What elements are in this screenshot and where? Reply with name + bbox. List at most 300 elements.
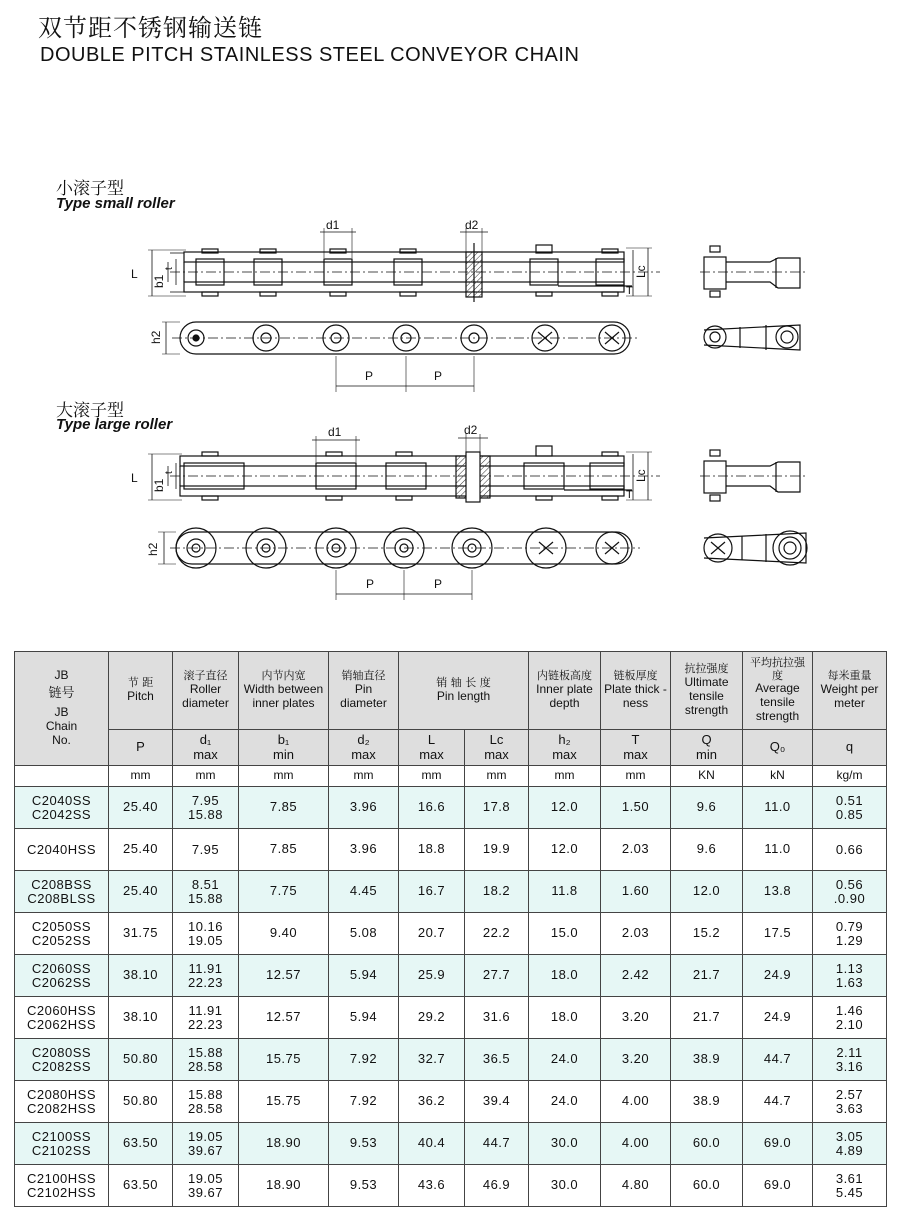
table-row bbox=[15, 913, 887, 955]
cell-d1 bbox=[173, 829, 239, 871]
cell-Q: 60.0 bbox=[671, 1165, 743, 1207]
label-Lc: Lc bbox=[634, 265, 648, 278]
cell-chain-line: C2082SS bbox=[31, 1058, 92, 1074]
header-row-symbols bbox=[15, 730, 887, 766]
cell-q-line: 3.05 bbox=[835, 1128, 864, 1144]
cell-q bbox=[813, 955, 887, 997]
cell-d2: 9.53 bbox=[329, 1165, 399, 1207]
sym-cell bbox=[465, 730, 529, 766]
cell-d1-line: 15.88 bbox=[187, 1086, 224, 1102]
label-P-2: P bbox=[434, 369, 443, 383]
table-row bbox=[15, 997, 887, 1039]
cell-d1-line: 15.88 bbox=[187, 1044, 224, 1060]
sym-cell bbox=[529, 730, 601, 766]
col-b1-header bbox=[239, 652, 329, 730]
cell-h2: 30.0 bbox=[529, 1165, 601, 1207]
cell-h2: 12.0 bbox=[529, 787, 601, 829]
header-row-names bbox=[15, 652, 887, 730]
cell-h2: 12.0 bbox=[529, 829, 601, 871]
header-row-units bbox=[15, 766, 887, 787]
unit-cell: KN bbox=[671, 766, 743, 787]
cell-T: 4.80 bbox=[601, 1165, 671, 1207]
label-T: T bbox=[626, 285, 633, 297]
cell-d1-line: 11.91 bbox=[188, 960, 223, 976]
label-d2-large: d2 bbox=[464, 423, 478, 437]
cell-chain-line: C208BLSS bbox=[27, 890, 96, 906]
cell-Q0: 44.7 bbox=[743, 1039, 813, 1081]
col-en: Weight per meter bbox=[820, 682, 879, 710]
cell-d1-line: 15.88 bbox=[187, 890, 224, 906]
table-row bbox=[15, 787, 887, 829]
cell-b1: 7.85 bbox=[239, 787, 329, 829]
chain-no-no: No. bbox=[52, 732, 71, 747]
cell-Q: 21.7 bbox=[671, 997, 743, 1039]
cell-q-line: 3.61 bbox=[835, 1170, 864, 1186]
cell-chain-line: C2080HSS bbox=[26, 1086, 97, 1102]
sym-sub: min bbox=[696, 746, 717, 762]
cell-L: 40.4 bbox=[399, 1123, 465, 1165]
cell-pitch: 25.40 bbox=[109, 787, 173, 829]
page-title-cn: 双节距不锈钢输送链 bbox=[38, 14, 263, 42]
cell-q bbox=[813, 997, 887, 1039]
cell-Q0: 11.0 bbox=[743, 787, 813, 829]
sym: L bbox=[427, 731, 436, 747]
cell-h2: 11.8 bbox=[529, 871, 601, 913]
col-pitch-header bbox=[109, 652, 173, 730]
cell-chain-line: C2082HSS bbox=[26, 1100, 97, 1116]
cell-L: 43.6 bbox=[399, 1165, 465, 1207]
cell-Q0: 44.7 bbox=[743, 1081, 813, 1123]
cell-q-line: 2.57 bbox=[835, 1086, 864, 1102]
cell-q-line: 1.46 bbox=[835, 1002, 864, 1018]
cell-Q0: 69.0 bbox=[743, 1165, 813, 1207]
cell-q bbox=[813, 1123, 887, 1165]
cell-chain-line: C2102HSS bbox=[26, 1184, 97, 1200]
cell-Lc: 27.7 bbox=[465, 955, 529, 997]
small-roller-title-en: Type small roller bbox=[56, 195, 175, 212]
label-P-1: P bbox=[365, 369, 374, 383]
cell-h2: 15.0 bbox=[529, 913, 601, 955]
cell-pitch: 25.40 bbox=[109, 871, 173, 913]
cell-Q: 38.9 bbox=[671, 1081, 743, 1123]
col-en: Plate thick -ness bbox=[604, 682, 667, 710]
cell-q-line: 1.29 bbox=[835, 932, 864, 948]
cell-d1 bbox=[173, 1039, 239, 1081]
table-row bbox=[15, 1123, 887, 1165]
cell-q-line: 0.56 bbox=[835, 876, 864, 892]
cell-h2: 18.0 bbox=[529, 955, 601, 997]
cell-L: 16.6 bbox=[399, 787, 465, 829]
cell-d1 bbox=[173, 913, 239, 955]
cell-q-line: 3.63 bbox=[835, 1100, 864, 1116]
cell-d1 bbox=[173, 1081, 239, 1123]
col-cn: 内节内宽 bbox=[261, 669, 306, 683]
sym: P bbox=[136, 739, 145, 755]
sym: Q₀ bbox=[769, 739, 786, 755]
cell-d1-line: 28.58 bbox=[187, 1100, 224, 1116]
cell-b1: 7.85 bbox=[239, 829, 329, 871]
cell-L: 20.7 bbox=[399, 913, 465, 955]
cell-q bbox=[813, 1165, 887, 1207]
col-cn: 销轴直径 bbox=[341, 669, 386, 683]
cell-chain-line: C2100HSS bbox=[26, 1170, 97, 1186]
cell-pitch: 31.75 bbox=[109, 913, 173, 955]
sym-cell bbox=[173, 730, 239, 766]
cell-chain-line: C208BSS bbox=[31, 876, 92, 892]
sym-sub: max bbox=[484, 746, 509, 762]
cell-chain-line: C2100SS bbox=[31, 1128, 92, 1144]
table-row bbox=[15, 829, 887, 871]
cell-Q0: 69.0 bbox=[743, 1123, 813, 1165]
cell-h2: 30.0 bbox=[529, 1123, 601, 1165]
cell-L: 32.7 bbox=[399, 1039, 465, 1081]
chain-no-header bbox=[15, 652, 109, 766]
cell-d1-line: 15.88 bbox=[187, 806, 224, 822]
col-pin-length-header bbox=[399, 652, 529, 730]
small-roller-top-view bbox=[148, 228, 660, 302]
sym: h₂ bbox=[558, 731, 571, 747]
cell-q-line: 2.10 bbox=[835, 1016, 864, 1032]
cell-h2: 18.0 bbox=[529, 997, 601, 1039]
cell-q-line: 0.51 bbox=[835, 792, 864, 808]
label-t-large: t bbox=[164, 471, 175, 474]
cell-Q: 21.7 bbox=[671, 955, 743, 997]
cell-pitch: 50.80 bbox=[109, 1081, 173, 1123]
cell-Lc: 44.7 bbox=[465, 1123, 529, 1165]
cell-chain-line: C2102SS bbox=[31, 1142, 92, 1158]
cell-T: 3.20 bbox=[601, 997, 671, 1039]
sym: q bbox=[845, 739, 854, 755]
cell-d2: 7.92 bbox=[329, 1081, 399, 1123]
large-roller-title-cn: 大滚子型 bbox=[56, 401, 124, 421]
col-en: Width between inner plates bbox=[243, 682, 324, 710]
large-roller-end-view bbox=[700, 450, 807, 565]
label-t: t bbox=[164, 267, 175, 270]
cell-d1 bbox=[173, 997, 239, 1039]
label-d1: d1 bbox=[326, 218, 340, 232]
cell-Lc: 36.5 bbox=[465, 1039, 529, 1081]
col-cn: 内链板高度 bbox=[537, 669, 592, 683]
label-P-large-2: P bbox=[434, 577, 443, 591]
cell-d1-line: 10.16 bbox=[187, 918, 224, 934]
label-h2-large: h2 bbox=[146, 542, 160, 556]
cell-Q: 12.0 bbox=[671, 871, 743, 913]
col-cn: 平均抗拉强度 bbox=[750, 656, 805, 682]
cell-b1: 12.57 bbox=[239, 997, 329, 1039]
cell-T: 4.00 bbox=[601, 1081, 671, 1123]
cell-chain-line: C2062SS bbox=[31, 974, 92, 990]
cell-pitch: 63.50 bbox=[109, 1123, 173, 1165]
cell-d1 bbox=[173, 1123, 239, 1165]
chain-no-chain: Chain bbox=[45, 718, 78, 733]
cell-q-line: 3.16 bbox=[835, 1058, 864, 1074]
cell-d2: 9.53 bbox=[329, 1123, 399, 1165]
col-t-header bbox=[601, 652, 671, 730]
cell-b1: 18.90 bbox=[239, 1123, 329, 1165]
table-row bbox=[15, 955, 887, 997]
cell-b1: 15.75 bbox=[239, 1039, 329, 1081]
cell-T: 1.50 bbox=[601, 787, 671, 829]
cell-T: 3.20 bbox=[601, 1039, 671, 1081]
col-cn: 每米重量 bbox=[827, 669, 872, 683]
col-cn: 链板厚度 bbox=[613, 669, 658, 683]
cell-Q: 15.2 bbox=[671, 913, 743, 955]
cell-h2: 24.0 bbox=[529, 1081, 601, 1123]
cell-chain-line: C2060HSS bbox=[26, 1002, 97, 1018]
sym: Lc bbox=[489, 731, 504, 747]
cell-Q: 9.6 bbox=[671, 829, 743, 871]
unit-cell: mm bbox=[173, 766, 239, 787]
col-d1-header bbox=[173, 652, 239, 730]
cell-chain-line: C2052SS bbox=[31, 932, 92, 948]
cell-q-line: 2.11 bbox=[836, 1044, 863, 1060]
label-Lc-large: Lc bbox=[634, 469, 648, 482]
chain-no-jb2: JB bbox=[54, 705, 69, 720]
sym: b₁ bbox=[277, 731, 290, 747]
cell-chain-line: C2050SS bbox=[31, 918, 92, 934]
cell-d1-line: 28.58 bbox=[187, 1058, 224, 1074]
cell-d2: 7.92 bbox=[329, 1039, 399, 1081]
col-en: Average tensile strength bbox=[755, 681, 800, 724]
cell-L: 29.2 bbox=[399, 997, 465, 1039]
cell-d1 bbox=[173, 955, 239, 997]
cell-chain bbox=[15, 787, 109, 829]
cell-q-line: 1.63 bbox=[835, 974, 864, 990]
col-en: Roller diameter bbox=[182, 682, 229, 710]
label-h2: h2 bbox=[149, 330, 163, 344]
cell-h2: 24.0 bbox=[529, 1039, 601, 1081]
cell-d1 bbox=[173, 787, 239, 829]
sym-sub: max bbox=[351, 746, 376, 762]
cell-d1-line: 11.91 bbox=[188, 1002, 223, 1018]
cell-chain-line: C2040HSS bbox=[26, 841, 97, 857]
cell-pitch: 38.10 bbox=[109, 997, 173, 1039]
cell-Lc: 19.9 bbox=[465, 829, 529, 871]
page-title-en: DOUBLE PITCH STAINLESS STEEL CONVEYOR CHAIN bbox=[40, 44, 580, 66]
cell-b1: 12.57 bbox=[239, 955, 329, 997]
cell-Lc: 31.6 bbox=[465, 997, 529, 1039]
cell-T: 2.03 bbox=[601, 913, 671, 955]
col-cn: 节 距 bbox=[127, 676, 154, 690]
col-weight-header bbox=[813, 652, 887, 730]
cell-d2: 5.94 bbox=[329, 955, 399, 997]
cell-chain bbox=[15, 913, 109, 955]
cell-q-line: 1.13 bbox=[835, 960, 864, 976]
cell-chain bbox=[15, 1081, 109, 1123]
label-L-large: L bbox=[131, 471, 138, 485]
cell-L: 18.8 bbox=[399, 829, 465, 871]
label-T-large: T bbox=[626, 489, 633, 501]
cell-Lc: 39.4 bbox=[465, 1081, 529, 1123]
spec-table-body bbox=[15, 787, 887, 1207]
cell-q-line: 0.79 bbox=[835, 918, 864, 934]
col-en: Pin diameter bbox=[340, 682, 387, 710]
sym-cell bbox=[743, 730, 813, 766]
small-roller-title-cn: 小滚子型 bbox=[56, 179, 124, 199]
sym: d₁ bbox=[199, 731, 212, 747]
cell-T: 2.42 bbox=[601, 955, 671, 997]
cell-d1-line: 39.67 bbox=[187, 1184, 224, 1200]
sym-sub: max bbox=[193, 746, 218, 762]
col-en: Inner plate depth bbox=[536, 682, 593, 710]
sym-cell bbox=[399, 730, 465, 766]
cell-b1: 7.75 bbox=[239, 871, 329, 913]
unit-cell: mm bbox=[601, 766, 671, 787]
cell-d1-line: 19.05 bbox=[187, 1170, 224, 1186]
large-roller-title-en: Type large roller bbox=[56, 416, 173, 433]
unit-cell bbox=[15, 766, 109, 787]
cell-b1: 18.90 bbox=[239, 1165, 329, 1207]
sym-cell bbox=[329, 730, 399, 766]
cell-q-line: .0.90 bbox=[833, 890, 866, 906]
cell-d1-line: 39.67 bbox=[187, 1142, 224, 1158]
label-d1-large: d1 bbox=[328, 425, 342, 439]
cell-chain bbox=[15, 955, 109, 997]
cell-q-line: 5.45 bbox=[835, 1184, 864, 1200]
cell-Lc: 17.8 bbox=[465, 787, 529, 829]
sym-cell bbox=[109, 730, 173, 766]
cell-chain bbox=[15, 1165, 109, 1207]
cell-chain bbox=[15, 997, 109, 1039]
cell-d1 bbox=[173, 871, 239, 913]
cell-d2: 5.94 bbox=[329, 997, 399, 1039]
col-q0-header bbox=[743, 652, 813, 730]
cell-q bbox=[813, 913, 887, 955]
cell-Q: 60.0 bbox=[671, 1123, 743, 1165]
spec-table bbox=[14, 651, 887, 1207]
cell-L: 25.9 bbox=[399, 955, 465, 997]
cell-q bbox=[813, 829, 887, 871]
cell-pitch: 63.50 bbox=[109, 1165, 173, 1207]
cell-pitch: 25.40 bbox=[109, 829, 173, 871]
sym-cell bbox=[601, 730, 671, 766]
cell-Q0: 24.9 bbox=[743, 955, 813, 997]
col-en: Pin length bbox=[436, 688, 491, 703]
sym-sub: max bbox=[419, 746, 444, 762]
cell-d1-line: 22.23 bbox=[187, 1016, 224, 1032]
cell-Q0: 11.0 bbox=[743, 829, 813, 871]
cell-q-line: 4.89 bbox=[835, 1142, 864, 1158]
cell-q bbox=[813, 787, 887, 829]
cell-chain-line: C2040SS bbox=[31, 792, 92, 808]
chain-no-cn: 链号 bbox=[48, 686, 75, 702]
cell-T: 4.00 bbox=[601, 1123, 671, 1165]
cell-chain-line: C2062HSS bbox=[26, 1016, 97, 1032]
col-cn: 销 轴 长 度 bbox=[436, 676, 491, 690]
col-en: Ultimate tensile strength bbox=[684, 675, 729, 717]
unit-cell: kN bbox=[743, 766, 813, 787]
cell-d1-line: 7.95 bbox=[191, 792, 220, 808]
cell-d2: 3.96 bbox=[329, 829, 399, 871]
table-row bbox=[15, 1081, 887, 1123]
table-row bbox=[15, 1165, 887, 1207]
cell-L: 16.7 bbox=[399, 871, 465, 913]
cell-Lc: 22.2 bbox=[465, 913, 529, 955]
cell-Lc: 18.2 bbox=[465, 871, 529, 913]
table-row bbox=[15, 871, 887, 913]
sym-sub: max bbox=[552, 746, 577, 762]
cell-Q: 9.6 bbox=[671, 787, 743, 829]
label-P-large-1: P bbox=[366, 577, 375, 591]
unit-cell: mm bbox=[329, 766, 399, 787]
col-en: Pitch bbox=[127, 688, 154, 703]
col-d2-header bbox=[329, 652, 399, 730]
cell-q bbox=[813, 871, 887, 913]
cell-q-line: 0.85 bbox=[835, 806, 864, 822]
unit-cell: mm bbox=[465, 766, 529, 787]
cell-T: 1.60 bbox=[601, 871, 671, 913]
cell-b1: 15.75 bbox=[239, 1081, 329, 1123]
cell-d1 bbox=[173, 1165, 239, 1207]
large-roller-side-view bbox=[158, 528, 640, 600]
unit-cell: mm bbox=[109, 766, 173, 787]
sym-sub: max bbox=[623, 746, 648, 762]
cell-Q0: 13.8 bbox=[743, 871, 813, 913]
small-roller-side-view bbox=[162, 322, 640, 392]
cell-q bbox=[813, 1039, 887, 1081]
cell-d1-line: 19.05 bbox=[187, 932, 224, 948]
cell-chain bbox=[15, 871, 109, 913]
sym-sub: min bbox=[273, 746, 294, 762]
cell-chain-line: C2060SS bbox=[31, 960, 92, 976]
label-d2: d2 bbox=[465, 218, 479, 232]
cell-d1-line: 8.51 bbox=[191, 876, 220, 892]
cell-d1-line: 19.05 bbox=[187, 1128, 224, 1144]
chain-no-jb: JB bbox=[54, 668, 69, 683]
label-b1-large: b1 bbox=[152, 478, 166, 492]
cell-d2: 3.96 bbox=[329, 787, 399, 829]
col-cn: 滚子直径 bbox=[183, 669, 228, 683]
cell-pitch: 38.10 bbox=[109, 955, 173, 997]
col-h2-header bbox=[529, 652, 601, 730]
large-roller-top-view bbox=[148, 434, 660, 502]
cell-q-line: 0.66 bbox=[835, 841, 864, 857]
cell-pitch: 50.80 bbox=[109, 1039, 173, 1081]
table-row bbox=[15, 1039, 887, 1081]
unit-cell: mm bbox=[399, 766, 465, 787]
cell-T: 2.03 bbox=[601, 829, 671, 871]
col-q-header bbox=[671, 652, 743, 730]
cell-chain bbox=[15, 829, 109, 871]
col-cn: 抗拉强度 bbox=[684, 662, 729, 676]
sym: T bbox=[631, 731, 640, 747]
cell-L: 36.2 bbox=[399, 1081, 465, 1123]
cell-d2: 4.45 bbox=[329, 871, 399, 913]
sym: d₂ bbox=[357, 731, 370, 747]
cell-chain bbox=[15, 1039, 109, 1081]
sym: Q bbox=[701, 731, 712, 747]
unit-cell: kg/m bbox=[813, 766, 887, 787]
sym-cell bbox=[813, 730, 887, 766]
cell-d2: 5.08 bbox=[329, 913, 399, 955]
sym-cell bbox=[671, 730, 743, 766]
label-L: L bbox=[131, 267, 138, 281]
small-roller-end-view bbox=[700, 246, 805, 350]
cell-Q0: 24.9 bbox=[743, 997, 813, 1039]
cell-Lc: 46.9 bbox=[465, 1165, 529, 1207]
label-b1: b1 bbox=[152, 274, 166, 288]
cell-b1: 9.40 bbox=[239, 913, 329, 955]
cell-Q0: 17.5 bbox=[743, 913, 813, 955]
unit-cell: mm bbox=[239, 766, 329, 787]
cell-chain-line: C2042SS bbox=[31, 806, 92, 822]
sym-cell bbox=[239, 730, 329, 766]
cell-d1-line: 7.95 bbox=[191, 841, 220, 857]
cell-chain bbox=[15, 1123, 109, 1165]
cell-Q: 38.9 bbox=[671, 1039, 743, 1081]
cell-d1-line: 22.23 bbox=[187, 974, 224, 990]
unit-cell: mm bbox=[529, 766, 601, 787]
